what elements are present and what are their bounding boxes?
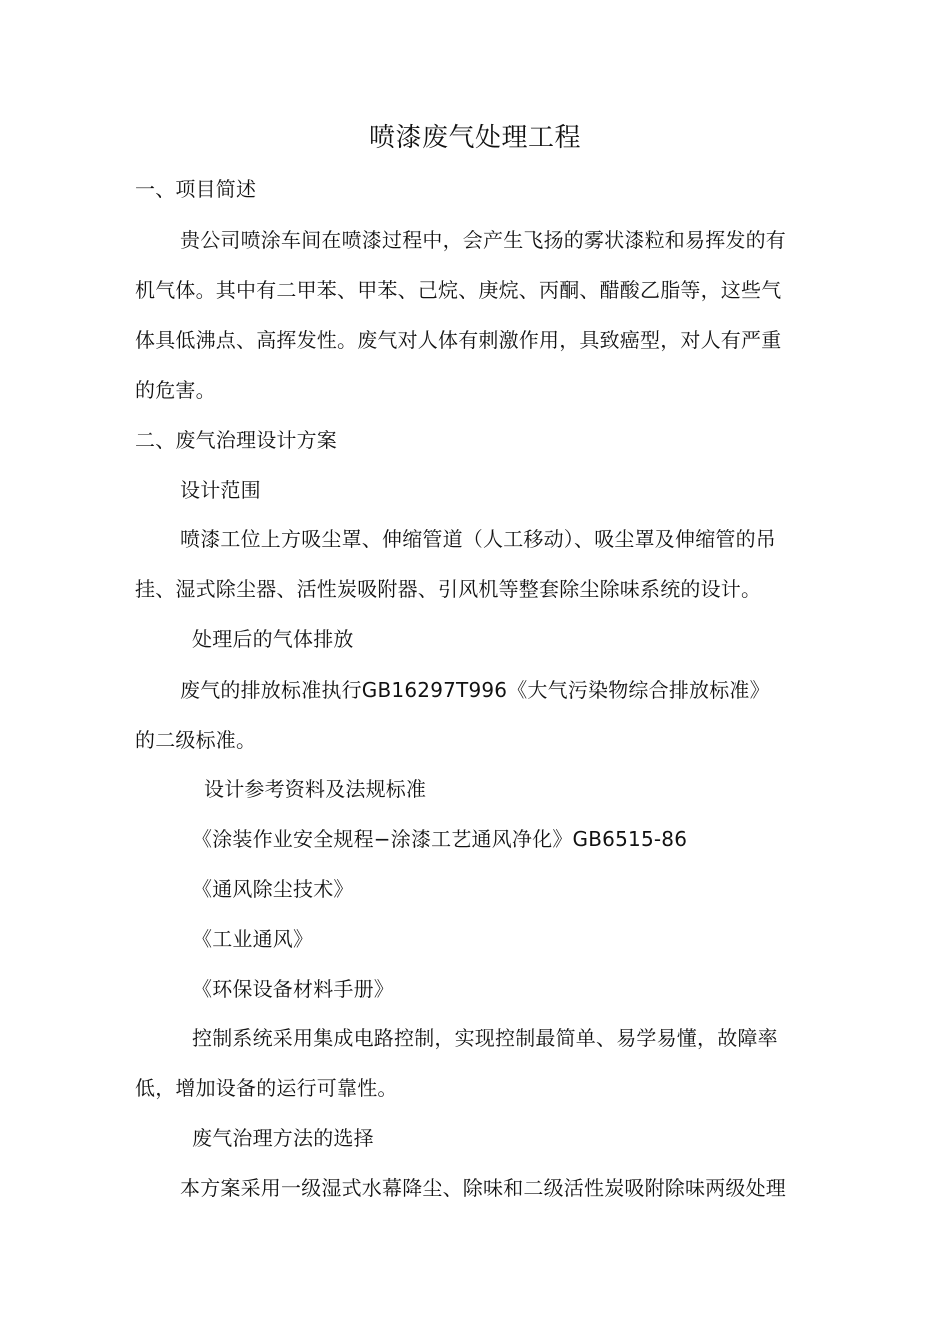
design-scope-line-2: 挂、湿式除尘器、活性炭吸附器、引风机等整套除尘除味系统的设计。 xyxy=(135,577,762,601)
overview-paragraph-line-3: 体具低沸点、高挥发性。废气对人体有刺激作用，具致癌型，对人有严重 xyxy=(135,328,782,352)
section-heading-overview: 一、项目简述 xyxy=(135,177,257,201)
section-heading-design-plan: 二、废气治理设计方案 xyxy=(135,428,337,452)
overview-paragraph-line-2: 机气体。其中有二甲苯、甲苯、己烷、庚烷、丙酮、醋酸乙脂等，这些气 xyxy=(135,278,782,302)
control-line-1: 控制系统采用集成电路控制，实现控制最简单、易学易懂，故障率 xyxy=(192,1026,778,1050)
reference-item: 《通风除尘技术》 xyxy=(192,877,354,901)
subheading-emission: 处理后的气体排放 xyxy=(192,627,354,651)
control-line-2: 低，增加设备的运行可靠性。 xyxy=(135,1076,398,1100)
method-line-1: 本方案采用一级湿式水幕降尘、除味和二级活性炭吸附除味两级处理 xyxy=(180,1176,786,1200)
design-scope-line-1: 喷漆工位上方吸尘罩、伸缩管道（人工移动）、吸尘罩及伸缩管的吊 xyxy=(180,527,776,551)
reference-item: 《工业通风》 xyxy=(192,927,314,951)
overview-paragraph-line-4: 的危害。 xyxy=(135,378,216,402)
subheading-references: 设计参考资料及法规标准 xyxy=(204,777,427,801)
subheading-method: 废气治理方法的选择 xyxy=(192,1126,374,1150)
emission-line-1: 废气的排放标准执行GB16297T996《大气污染物综合排放标准》 xyxy=(180,678,770,702)
subheading-design-scope: 设计范围 xyxy=(180,478,261,502)
reference-item: 《涂装作业安全规程−涂漆工艺通风净化》GB6515-86 xyxy=(192,827,688,851)
reference-item: 《环保设备材料手册》 xyxy=(192,977,394,1001)
emission-line-2: 的二级标准。 xyxy=(135,728,257,752)
overview-paragraph-line-1: 贵公司喷涂车间在喷漆过程中，会产生飞扬的雾状漆粒和易挥发的有 xyxy=(180,228,786,252)
page-title: 喷漆废气处理工程 xyxy=(368,123,581,153)
